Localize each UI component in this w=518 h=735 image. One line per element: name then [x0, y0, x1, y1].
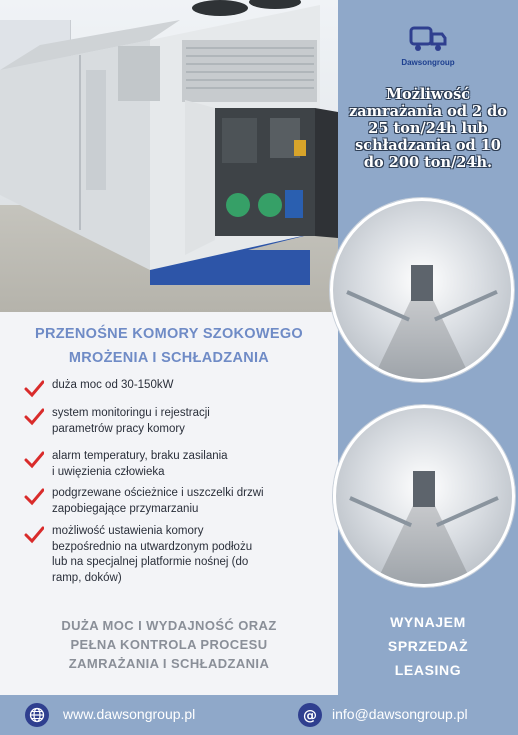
- feature-item: duża moc od 30-150kW: [22, 378, 173, 394]
- at-sign-icon: [298, 703, 322, 727]
- email-link[interactable]: info@dawsongroup.pl: [332, 706, 468, 722]
- feature-item: możliwość ustawienia komory bezpośrednio na utwardzonym podłożu lub na specjalnej platformie nośnej (do ramp, doków): [22, 524, 252, 586]
- feature-item: alarm temperatury, braku zasilania i uwięzienia człowieka: [22, 449, 228, 480]
- check-icon: [24, 380, 44, 398]
- interior-photo-1: [330, 198, 514, 382]
- interior-photo-2: [333, 405, 515, 587]
- check-icon: [24, 526, 44, 544]
- product-title: [10, 322, 328, 370]
- check-icon: [24, 488, 44, 506]
- title-line-2: MROŻENIA I SCHŁADZANIA: [68, 350, 270, 366]
- website-link[interactable]: www.dawsongroup.pl: [63, 706, 196, 722]
- globe-icon: [25, 703, 49, 727]
- logo-text: Dawsongroup: [401, 58, 455, 67]
- offer-text: WYNAJEM SPRZEDAŻ LEASING: [387, 614, 469, 678]
- feature-item: podgrzewane ościeżnice i uszczelki drzwi zapobiegające przymarzaniu: [22, 486, 264, 517]
- check-icon: [24, 408, 44, 426]
- cold-room-illustration: [0, 0, 338, 312]
- title-line-1: PRZENOŚNE KOMORY SZOKOWEGO: [34, 326, 303, 342]
- summary-text: DUŻA MOC I WYDAJNOŚĆ ORAZ PEŁNA KONTROLA PROCESU ZAMRAŻANIA I SCHŁADZANIA: [61, 618, 277, 671]
- svg-text:@: @: [303, 708, 317, 723]
- brand-logo: [348, 18, 508, 78]
- feature-item: system monitoringu i rejestracji parametrów pracy komory: [22, 406, 210, 437]
- logo-icon: [408, 24, 448, 54]
- container-photo: [0, 0, 338, 312]
- check-icon: [24, 451, 44, 469]
- capacity-headline: Możliwość zamrażania od 2 do 25 ton/24h lub schładzania od 10 do 200 ton/24h.: [349, 86, 507, 171]
